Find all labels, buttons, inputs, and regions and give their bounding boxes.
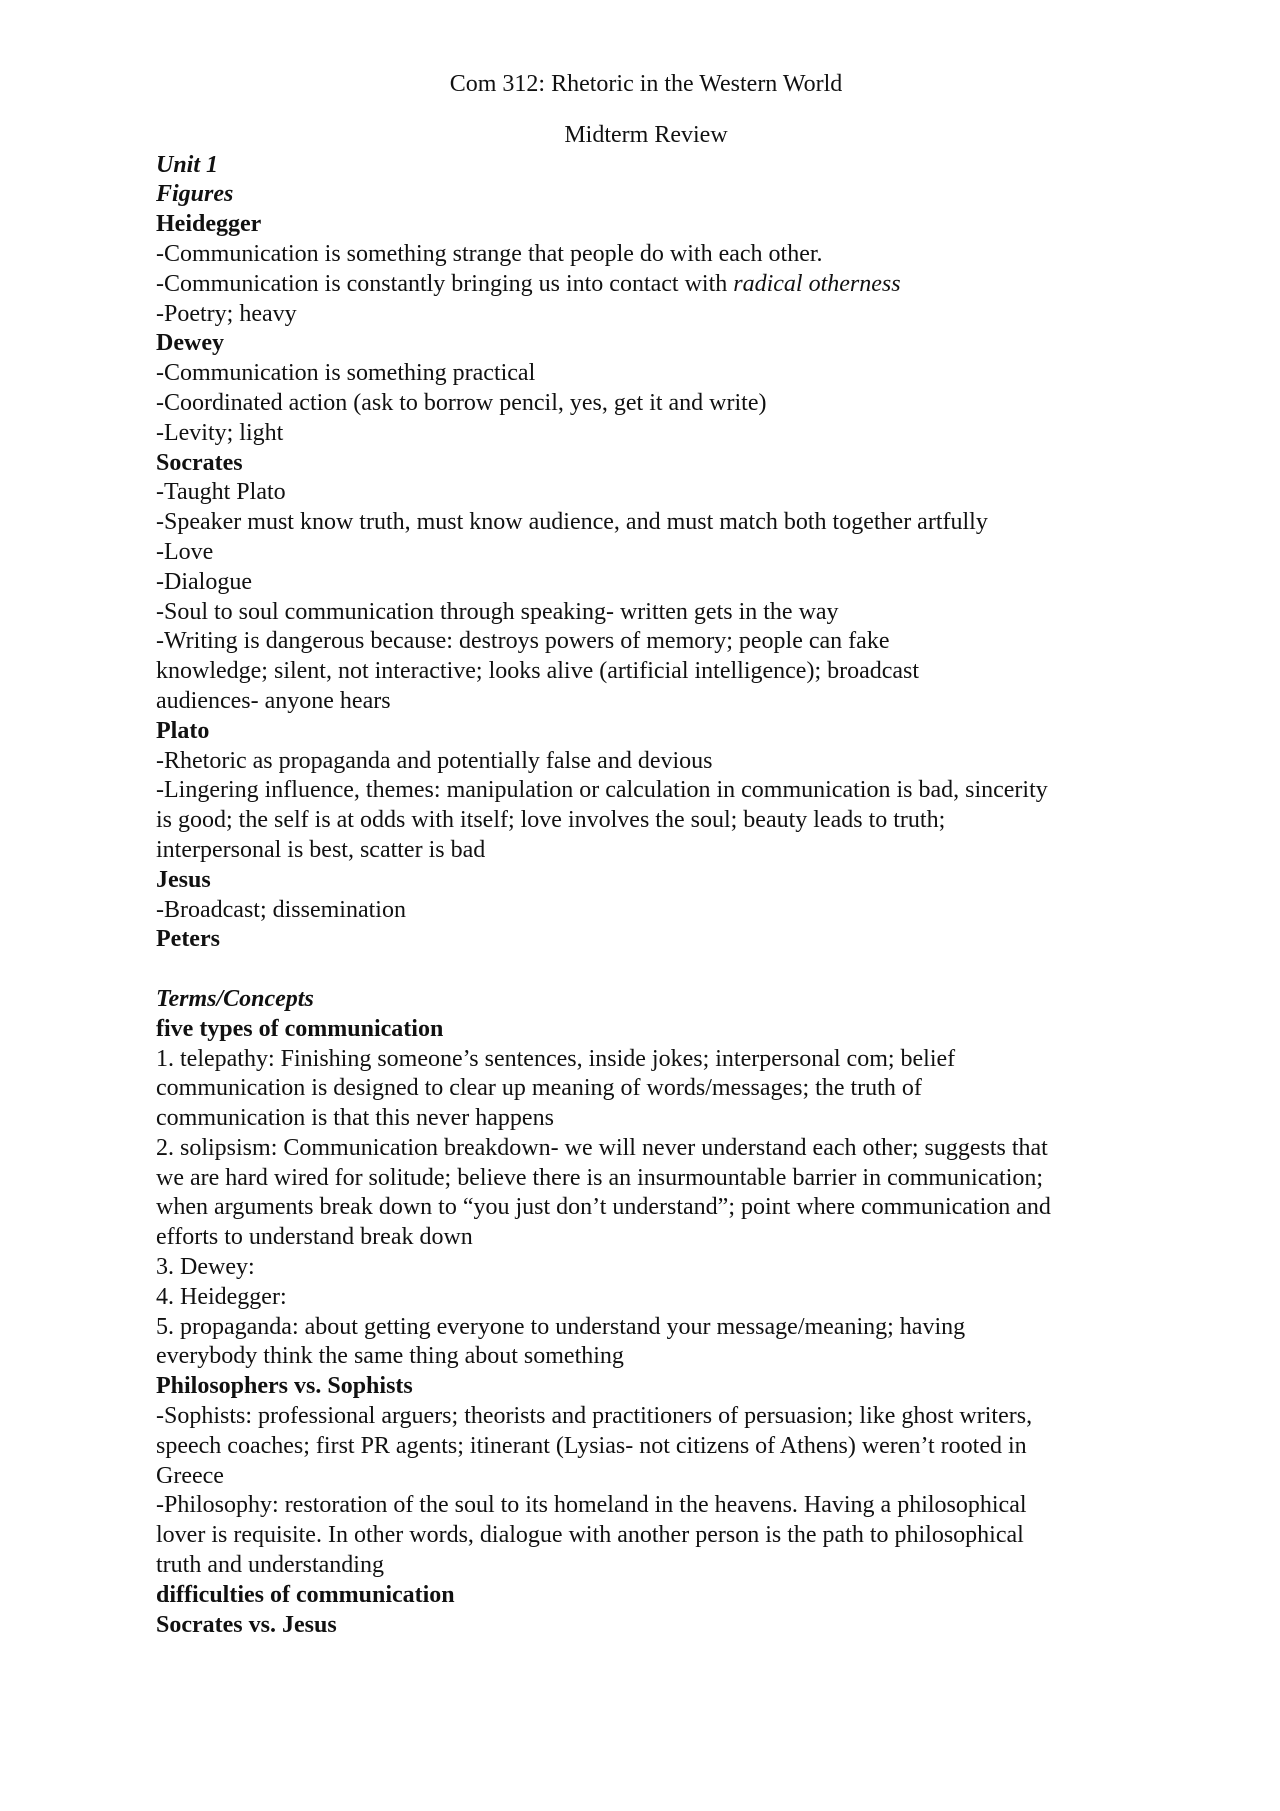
socrates-line-3: -Love xyxy=(156,538,214,565)
type-3-line: 3. Dewey: xyxy=(156,1254,255,1281)
type-1-line-b: communication is designed to clear up meaning of words/messages; the truth of xyxy=(156,1075,922,1102)
radical-otherness-emphasis: radical otherness xyxy=(733,270,901,297)
plato-line-1: -Rhetoric as propaganda and potentially false and devious xyxy=(156,747,713,774)
jesus-heading: Jesus xyxy=(156,866,211,893)
socrates-line-4: -Dialogue xyxy=(156,568,252,595)
socrates-line-6c: audiences- anyone hears xyxy=(156,687,391,714)
document-title: Com 312: Rhetoric in the Western World xyxy=(449,71,843,97)
jesus-line-1: -Broadcast; dissemination xyxy=(156,896,406,923)
plato-line-2b: is good; the self is at odds with itself; love involves the soul; beauty leads to truth; xyxy=(156,807,946,834)
socrates-line-6b: knowledge; silent, not interactive; looks alive (artificial intelligence); broadcast xyxy=(156,658,920,685)
philosophy-line-c: truth and understanding xyxy=(156,1552,384,1579)
heidegger-line-1: -Communication is something strange that people do with each other. xyxy=(156,240,823,267)
difficulties-heading: difficulties of communication xyxy=(156,1581,455,1608)
dewey-heading: Dewey xyxy=(156,330,224,357)
type-1-line-a: 1. telepathy: Finishing someone’s sentences, inside jokes; interpersonal com; belief xyxy=(156,1045,956,1072)
sophists-line-a: -Sophists: professional arguers; theorists and practitioners of persuasion; like ghost writers, xyxy=(156,1403,1033,1430)
dewey-line-1: -Communication is something practical xyxy=(156,360,536,387)
terms-heading: Terms/Concepts xyxy=(156,985,314,1012)
philosophers-sophists-heading: Philosophers vs. Sophists xyxy=(156,1373,413,1400)
type-4-line: 4. Heidegger: xyxy=(156,1283,287,1310)
dewey-line-3: -Levity; light xyxy=(156,419,284,446)
unit-heading: Unit 1 xyxy=(156,151,219,178)
document-page xyxy=(156,70,1136,1640)
socrates-line-6a: -Writing is dangerous because: destroys powers of memory; people can fake xyxy=(156,628,890,655)
heidegger-line-3: -Poetry; heavy xyxy=(156,300,297,327)
figures-heading: Figures xyxy=(156,181,234,208)
heidegger-heading: Heidegger xyxy=(156,211,262,238)
type-5-line-b: everybody think the same thing about something xyxy=(156,1343,624,1370)
type-2-line-d: efforts to understand break down xyxy=(156,1224,473,1251)
type-5-line-a: 5. propaganda: about getting everyone to understand your message/meaning; having xyxy=(156,1313,966,1340)
type-2-line-c: when arguments break down to “you just don’t understand”; point where communication and xyxy=(156,1194,1051,1221)
philosophy-line-b: lover is requisite. In other words, dialogue with another person is the path to philosophical xyxy=(156,1522,1024,1549)
socrates-heading: Socrates xyxy=(156,449,243,476)
plato-line-2a: -Lingering influence, themes: manipulation or calculation in communication is bad, sincerity xyxy=(156,777,1048,804)
heidegger-line-2-text: -Communication is constantly bringing us into contact with xyxy=(156,270,734,297)
plato-heading: Plato xyxy=(156,717,210,744)
document-subtitle: Midterm Review xyxy=(564,121,728,148)
heidegger-line-2 xyxy=(156,270,1136,300)
dewey-line-2: -Coordinated action (ask to borrow pencil, yes, get it and write) xyxy=(156,389,767,416)
philosophy-line-a: -Philosophy: restoration of the soul to its homeland in the heavens. Having a philosophical xyxy=(156,1492,1027,1519)
peters-heading: Peters xyxy=(156,926,220,953)
sophists-line-b: speech coaches; first PR agents; itinerant (Lysias- not citizens of Athens) weren’t rooted in xyxy=(156,1432,1027,1459)
socrates-line-1: -Taught Plato xyxy=(156,479,286,506)
plato-line-2c: interpersonal is best, scatter is bad xyxy=(156,836,486,863)
socrates-line-2: -Speaker must know truth, must know audience, and must match both together artfully xyxy=(156,509,988,536)
five-types-heading: five types of communication xyxy=(156,1015,444,1042)
blank-line xyxy=(156,955,1136,985)
type-2-line-b: we are hard wired for solitude; believe there is an insurmountable barrier in communication; xyxy=(156,1164,1044,1191)
type-2-line-a: 2. solipsism: Communication breakdown- we will never understand each other; suggests that xyxy=(156,1134,1048,1161)
socrates-vs-jesus-heading: Socrates vs. Jesus xyxy=(156,1611,337,1638)
sophists-line-c: Greece xyxy=(156,1462,224,1489)
socrates-line-5: -Soul to soul communication through speaking- written gets in the way xyxy=(156,598,839,625)
type-1-line-c: communication is that this never happens xyxy=(156,1105,554,1132)
